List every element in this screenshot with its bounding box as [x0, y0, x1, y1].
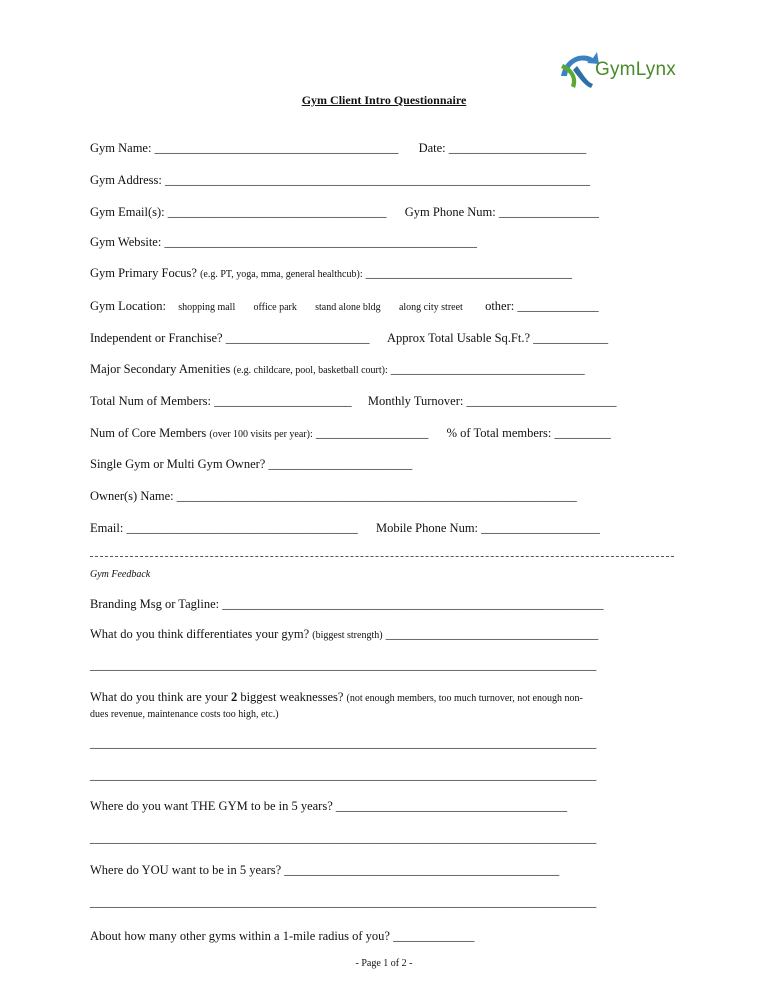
primary-focus-hint: (e.g. PT, yoga, mma, general healthcub):: [200, 269, 363, 280]
date-field[interactable]: ______________________: [448, 141, 587, 155]
gym-name-field[interactable]: _______________________________________: [154, 141, 399, 155]
location-other-label: other:: [485, 299, 515, 313]
independent-field[interactable]: _______________________: [225, 331, 370, 345]
weakness-number: 2: [230, 690, 238, 704]
date-label: Date:: [418, 141, 446, 155]
turnover-field[interactable]: ________________________: [466, 394, 617, 408]
weakness-question: [90, 689, 583, 707]
location-option-shopping-mall[interactable]: shopping mall: [178, 302, 236, 313]
other-gyms-row: [90, 928, 474, 944]
amenities-hint: (e.g. childcare, pool, basketball court):: [233, 365, 388, 376]
gym-location-row: [90, 298, 599, 316]
core-members-field[interactable]: __________________: [315, 426, 429, 440]
gym-email-field[interactable]: ___________________________________: [167, 205, 387, 219]
total-members-label: Total Num of Members:: [90, 394, 211, 408]
pct-total-field[interactable]: _________: [554, 426, 611, 440]
independent-row: [90, 330, 608, 346]
differentiates-hint: (biggest strength): [312, 630, 383, 641]
you-5yrs-row: [90, 862, 559, 878]
you-5yrs-label: Where do YOU want to be in 5 years?: [90, 863, 282, 877]
section-heading: Gym Feedback: [90, 569, 151, 580]
mobile-label: Mobile Phone Num:: [375, 521, 479, 535]
gym-5yrs-field[interactable]: _____________________________________: [335, 799, 568, 813]
core-members-hint: (over 100 visits per year):: [209, 429, 313, 440]
primary-focus-label: Gym Primary Focus?: [90, 266, 197, 280]
answer-line[interactable]: _________________________________________________________________________________: [90, 895, 597, 909]
other-gyms-field[interactable]: _____________: [393, 929, 475, 943]
sqft-field[interactable]: ____________: [533, 331, 609, 345]
gym-address-row: [90, 172, 590, 188]
amenities-row: [90, 361, 585, 379]
weakness-prefix: What do you think are your: [90, 690, 228, 704]
sqft-label: Approx Total Usable Sq.Ft.?: [387, 331, 531, 345]
branding-label: Branding Msg or Tagline:: [90, 597, 220, 611]
location-option-city-street[interactable]: along city street: [398, 302, 463, 313]
logo-text: GymLynx: [595, 59, 676, 80]
branding-field[interactable]: _____________________________________________________________: [222, 597, 604, 611]
gym-name-label: Gym Name:: [90, 141, 152, 155]
gym-email-row: [90, 204, 599, 220]
amenities-field[interactable]: _______________________________: [390, 362, 585, 376]
page-footer: - Page 1 of 2 -: [355, 958, 413, 969]
pct-total-label: % of Total members:: [446, 426, 552, 440]
gym-5yrs-label: Where do you want THE GYM to be in 5 years?: [90, 799, 333, 813]
you-5yrs-field[interactable]: ____________________________________________: [284, 863, 560, 877]
independent-label: Independent or Franchise?: [90, 331, 223, 345]
members-row: [90, 393, 617, 409]
primary-focus-field[interactable]: _________________________________: [365, 266, 572, 280]
gym-phone-label: Gym Phone Num:: [404, 205, 496, 219]
gym-address-label: Gym Address:: [90, 173, 162, 187]
gym-name-row: [90, 140, 586, 156]
owner-names-label: Owner(s) Name:: [90, 489, 174, 503]
owner-names-field[interactable]: ________________________________________________________________: [176, 489, 577, 503]
differentiates-field[interactable]: __________________________________: [385, 627, 599, 641]
core-members-label: Num of Core Members: [90, 426, 207, 440]
differentiates-row: [90, 626, 598, 644]
owner-type-field[interactable]: _______________________: [268, 457, 413, 471]
gym-email-label: Gym Email(s):: [90, 205, 165, 219]
answer-line[interactable]: _________________________________________________________________________________: [90, 736, 597, 750]
core-members-row: [90, 425, 611, 443]
owner-type-row: [90, 456, 412, 472]
other-gyms-label: About how many other gyms within a 1-mile radius of you?: [90, 929, 390, 943]
gym-location-label: Gym Location:: [90, 299, 167, 313]
page-title: Gym Client Intro Questionnaire: [301, 93, 467, 107]
weakness-hint-line1: (not enough members, too much turnover, not enough non-: [346, 693, 583, 704]
weakness-suffix: biggest weaknesses?: [240, 690, 344, 704]
gym-website-label: Gym Website:: [90, 235, 162, 249]
location-option-stand-alone[interactable]: stand alone bldg: [315, 302, 381, 313]
gym-5yrs-row: [90, 798, 567, 814]
owner-type-label: Single Gym or Multi Gym Owner?: [90, 457, 266, 471]
location-other-field[interactable]: _____________: [517, 299, 599, 313]
gym-phone-field[interactable]: ________________: [498, 205, 599, 219]
turnover-label: Monthly Turnover:: [367, 394, 464, 408]
answer-line[interactable]: _________________________________________________________________________________: [90, 831, 597, 845]
email-row: [90, 520, 600, 536]
section-divider: [90, 556, 674, 557]
gym-address-field[interactable]: ____________________________________________________________________: [165, 173, 590, 187]
branding-row: [90, 596, 603, 612]
mobile-field[interactable]: ___________________: [481, 521, 600, 535]
email-field[interactable]: _____________________________________: [126, 521, 358, 535]
total-members-field[interactable]: ______________________: [214, 394, 352, 408]
owner-names-row: [90, 488, 577, 504]
gym-website-field[interactable]: __________________________________________________: [164, 235, 477, 249]
answer-line[interactable]: _________________________________________________________________________________: [90, 658, 597, 672]
differentiates-label: What do you think differentiates your gym?: [90, 627, 310, 641]
answer-line[interactable]: _________________________________________________________________________________: [90, 768, 597, 782]
weakness-hint-line2: dues revenue, maintenance costs too high, etc.): [90, 709, 279, 720]
location-option-office-park[interactable]: office park: [253, 302, 297, 313]
amenities-label: Major Secondary Amenities: [90, 362, 231, 376]
gym-website-row: [90, 234, 477, 250]
primary-focus-row: [90, 265, 572, 283]
email-label: Email:: [90, 521, 124, 535]
